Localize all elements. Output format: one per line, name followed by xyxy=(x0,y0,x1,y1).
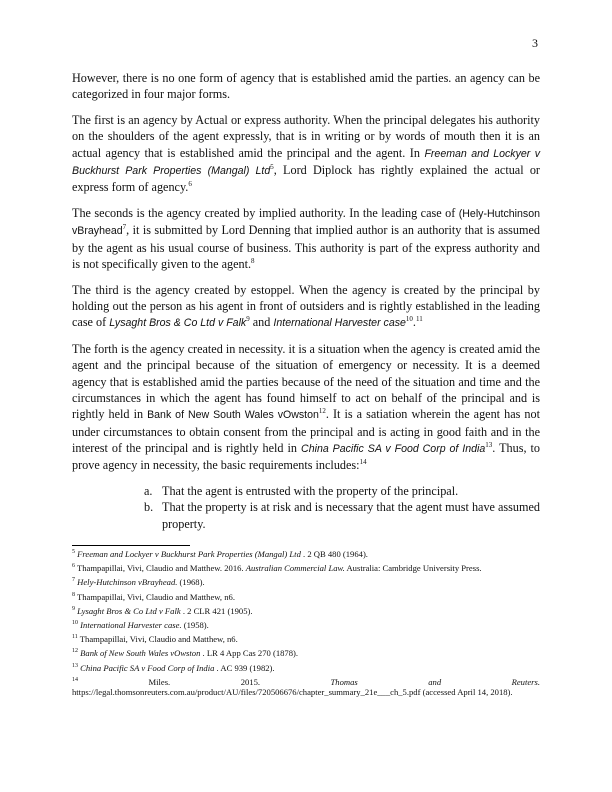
text: The seconds is the agency created by implied authority. In the leading case of xyxy=(72,206,459,221)
footnote-italic: Thomas and Reuters. xyxy=(330,676,540,687)
footnote-number: 11 xyxy=(72,634,78,641)
paragraph-necessity xyxy=(72,341,540,473)
footnote-number: 5 xyxy=(72,549,75,556)
footnote-number: 12 xyxy=(72,648,78,655)
footnote-ref[interactable]: 8 xyxy=(251,256,255,265)
footnote-14 xyxy=(72,677,540,698)
footnote-ref[interactable]: 9 xyxy=(246,315,250,324)
footnote-italic: Freeman and Lockyer v Buckhurst Park Properties (Mangal) Ltd xyxy=(77,549,301,559)
requirements-list xyxy=(72,483,540,532)
footnote-number: 6 xyxy=(72,563,75,570)
page-number: 3 xyxy=(532,36,538,50)
footnote-number: 10 xyxy=(72,620,78,627)
footnote-ref[interactable]: 12 xyxy=(318,407,326,416)
footnote-ref[interactable]: 13 xyxy=(485,440,493,449)
paragraph-actual-authority xyxy=(72,112,540,195)
footnote-number: 9 xyxy=(72,605,75,612)
footnote-text: . LR 4 App Cas 270 (1878). xyxy=(200,648,299,659)
footnote-5 xyxy=(72,549,540,560)
footnote-italic: Bank of New South Wales vOwston xyxy=(80,648,201,659)
list-text: That the agent is entrusted with the property of the principal. xyxy=(162,484,459,499)
footnote-11 xyxy=(72,634,540,645)
footnote-13 xyxy=(72,663,540,674)
footnote-10 xyxy=(72,620,540,631)
footnote-number: 7 xyxy=(72,577,75,584)
footnote-7 xyxy=(72,577,540,588)
footnotes xyxy=(72,549,540,701)
text: The third is the agency created by estoppel. When the agency is created by the principal by holding out the person as his agent in front of outsiders and is rightly established in the leading case of xyxy=(72,282,540,330)
footnote-9 xyxy=(72,606,540,617)
case-name: (Hely-Hutchinson vBrayhead xyxy=(72,208,540,238)
footnote-ref[interactable]: 5 xyxy=(270,162,274,171)
text: . xyxy=(412,315,416,330)
text: The forth is the agency created in necessity. it is a situation when the agency is created amid the agent and the principal because of the situation of emergency or necessity. It is a deemed agency that is established amid the parties because of the need of the situation and time and the circumstances in which the agent has found himself to act on behalf of the principal and is rightly held in xyxy=(72,342,540,422)
footnote-text: (1968). xyxy=(177,577,205,588)
footnote-text: Thampapillai, Vivi, Claudio and Matthew, n6. xyxy=(77,591,235,602)
case-name: Lysaght Bros & Co Ltd v Falk xyxy=(109,317,247,330)
list-marker: a. xyxy=(144,484,153,499)
list-item xyxy=(144,499,540,532)
footnote-italic: Lysaght Bros & Co Ltd v Falk xyxy=(77,605,181,616)
case-name: China Pacific SA v Food Corp of India xyxy=(301,442,486,455)
footnote-separator xyxy=(72,545,190,546)
text: , it is submitted by Lord Denning that implied author is an authority that is assumed by the agent as his usual course of business. This authority is part of the express authority and is not specifically given to the agent. xyxy=(72,223,540,271)
footnote-text: (1958). xyxy=(181,619,209,630)
footnote-6 xyxy=(72,563,540,574)
case-name: International Harvester case xyxy=(273,317,406,330)
footnote-text: . 2 QB 480 (1964). xyxy=(300,549,368,559)
text: . Thus, to prove agency in necessity, the basic requirements includes: xyxy=(72,440,541,473)
footnote-number: 8 xyxy=(72,591,75,598)
list-marker: b. xyxy=(144,500,154,515)
case-name: Bank of New South Wales vOwston xyxy=(147,409,319,422)
footnote-ref[interactable]: 11 xyxy=(415,315,423,324)
footnote-8 xyxy=(72,592,540,603)
footnote-text: . AC 939 (1982). xyxy=(214,662,275,673)
footnote-12 xyxy=(72,648,540,659)
paragraph-intro: However, there is no one form of agency that is established amid the parties. an agency can be categorized in four major forms. xyxy=(72,71,540,102)
footnote-text: Australia: Cambridge University Press. xyxy=(344,563,482,574)
list-text: That the property is at risk and is necessary that the agent must have assumed property. xyxy=(162,500,540,531)
text: . It is a satiation wherein the agent has not under circumstances to obtain consent from the principal and is acting in good faith and in the interest of the principal and is rightly held in xyxy=(72,407,540,455)
paragraph-estoppel xyxy=(72,282,540,332)
text: and xyxy=(249,315,274,330)
footnote-italic: Hely-Hutchinson vBrayhead. xyxy=(77,577,178,588)
footnote-ref[interactable]: 14 xyxy=(359,458,367,467)
footnote-italic: International Harvester case. xyxy=(80,619,182,630)
document-body xyxy=(72,70,540,532)
footnote-url[interactable]: https://legal.thomsonreuters.com.au/product/AU/files/720506676/chapter_summary_21e___ch_5.pdf (accessed April 14, 2018). xyxy=(72,687,513,698)
footnote-ref[interactable]: 6 xyxy=(188,180,192,189)
list-item xyxy=(144,483,540,499)
footnote-text: Thampapillai, Vivi, Claudio and Matthew, n6. xyxy=(79,634,238,645)
paragraph-implied-authority xyxy=(72,205,540,272)
footnote-text: . 2 CLR 421 (1905). xyxy=(180,605,253,616)
footnote-italic: Australian Commercial Law. xyxy=(245,563,345,574)
footnote-text: Miles. 2015. xyxy=(148,676,331,687)
case-name: Freeman and Lockyer v Buckhurst Park Properties (Mangal) Ltd xyxy=(72,147,540,177)
text: , Lord Diplock has rightly explained the actual or express form of agency. xyxy=(72,162,540,195)
text: The first is an agency by Actual or express authority. When the principal delegates his authority on the shoulders of the agent expressly, that is in writing or by words of mouth then it is an actual agency that is established amid the principal and the agent. In xyxy=(72,113,540,160)
footnote-text: Thampapillai, Vivi, Claudio and Matthew. 2016. xyxy=(77,563,246,574)
footnote-number: 13 xyxy=(72,662,78,669)
footnote-number: 14 xyxy=(72,676,78,683)
footnote-ref[interactable]: 10 xyxy=(405,315,413,324)
footnote-italic: China Pacific SA v Food Corp of India xyxy=(80,662,215,673)
footnote-ref[interactable]: 7 xyxy=(122,223,127,232)
